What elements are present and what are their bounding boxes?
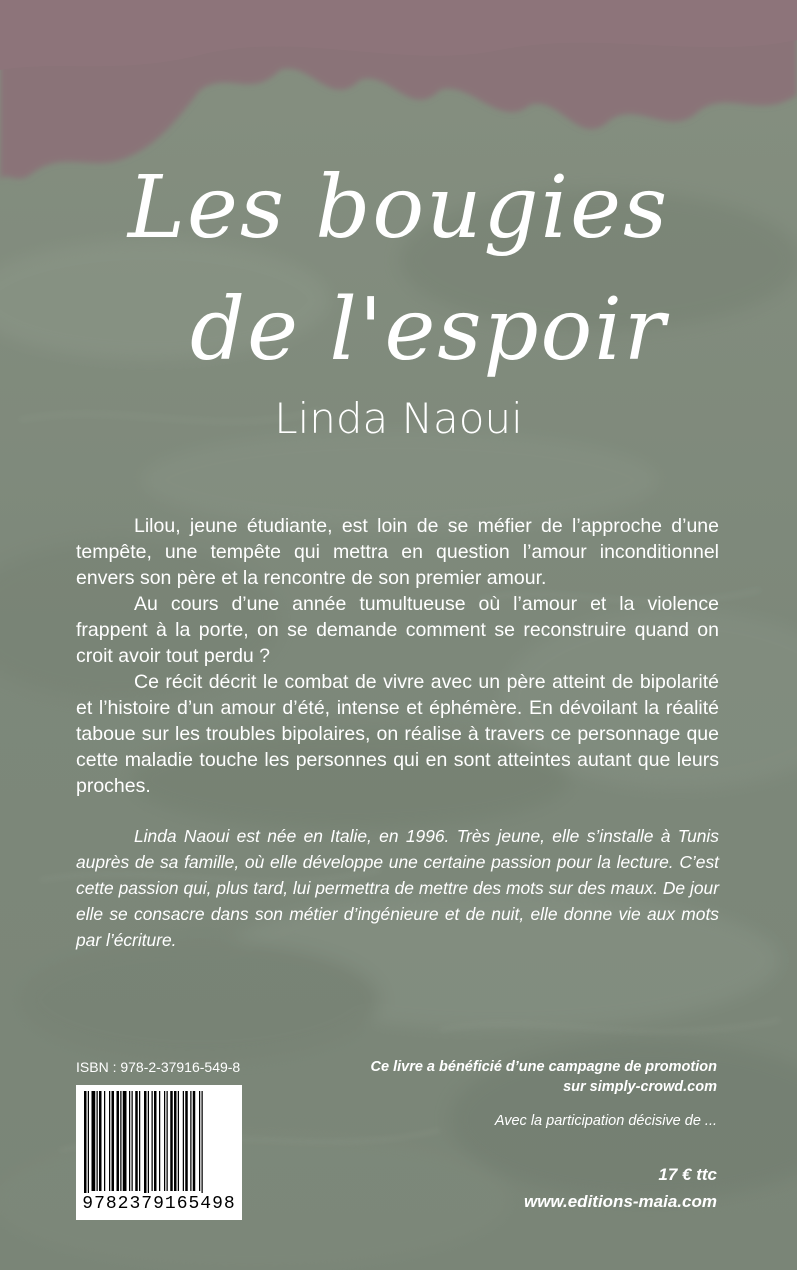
barcode-bar	[174, 1091, 177, 1191]
barcode-bar	[92, 1091, 96, 1191]
barcode-bar	[84, 1091, 87, 1197]
barcode-bar	[88, 1091, 89, 1197]
barcode-bar	[167, 1091, 168, 1191]
synopsis-paragraph: Lilou, jeune étudiante, est loin de se méfier de l’approche d’une tempête, une tempête qui mettra en question l’amour inconditionnel envers son père et la rencontre de son premier amour.	[76, 515, 719, 589]
barcode-bar	[202, 1091, 203, 1197]
book-title-line-1: Les bougies	[127, 158, 670, 258]
promo-line-2: sur simply-crowd.com	[563, 1079, 717, 1095]
barcode-bar	[190, 1091, 191, 1191]
barcode-bar	[123, 1091, 127, 1191]
promo-line-1: Ce livre a bénéficié d’une campagne de promotion	[370, 1059, 717, 1075]
barcode-digits: 9782379165498	[76, 1193, 242, 1215]
barcode-bar	[135, 1091, 138, 1191]
barcode-bar	[132, 1091, 133, 1191]
barcode-bar	[99, 1091, 102, 1191]
barcode-bar	[117, 1091, 120, 1191]
barcode-bar	[144, 1091, 147, 1197]
promo-text	[297, 1057, 717, 1097]
barcode-bar	[199, 1091, 200, 1191]
barcode-bar	[152, 1091, 153, 1191]
barcode	[76, 1085, 242, 1220]
barcode-bar	[109, 1091, 110, 1191]
barcode-bar	[139, 1091, 140, 1191]
barcode-bar	[104, 1091, 105, 1191]
barcode-bar	[178, 1091, 179, 1191]
barcode-bar	[112, 1091, 115, 1191]
book-title-line-2: de l'espoir	[190, 280, 667, 380]
synopsis	[76, 513, 719, 799]
author-name: Linda Naoui	[274, 394, 523, 443]
publisher-website: www.editions-maia.com	[523, 1192, 717, 1211]
author-bio-text: Linda Naoui est née en Italie, en 1996. Très jeune, elle s’installe à Tunis auprès de sa famille, où elle développe une certaine passion pour la lecture. C’est cette passion qui, plus tard, lui permettra de mettre des mots sur des maux. De jour elle se consacre dans son métier d’ingénieure et de nuit, elle donne vie aux mots par l’écriture.	[76, 826, 719, 950]
barcode-bar	[148, 1091, 149, 1197]
barcode-bar	[120, 1091, 121, 1191]
barcode-bar	[185, 1091, 188, 1191]
barcode-bar	[129, 1091, 130, 1191]
isbn-label: ISBN : 978-2-37916-549-8	[76, 1059, 241, 1075]
barcode-bar	[183, 1091, 184, 1191]
barcode-bar	[164, 1091, 165, 1191]
barcode-bar	[159, 1091, 160, 1191]
synopsis-paragraph: Au cours d’une année tumultueuse où l’amour et la violence frappent à la porte, on se demande comment se reconstruire quand on croit avoir tout perdu ?	[76, 593, 719, 667]
price: 17 € ttc	[658, 1165, 717, 1184]
barcode-bar	[193, 1091, 196, 1191]
synopsis-paragraph: Ce récit décrit le combat de vivre avec un père atteint de bipolarité et l’histoire d’un amour d’été, intense et éphémère. En dévoilant la réalité taboue sur les troubles bipolaires, on réalise à travers ce personnage que cette maladie touche les personnes qui en sont atteintes autant que leurs proches.	[76, 671, 719, 797]
barcode-bar	[170, 1091, 173, 1191]
barcode-bar	[97, 1091, 98, 1191]
participation-text: Avec la participation décisive de ...	[494, 1113, 717, 1129]
author-bio	[76, 823, 719, 953]
barcode-bar	[154, 1091, 157, 1191]
